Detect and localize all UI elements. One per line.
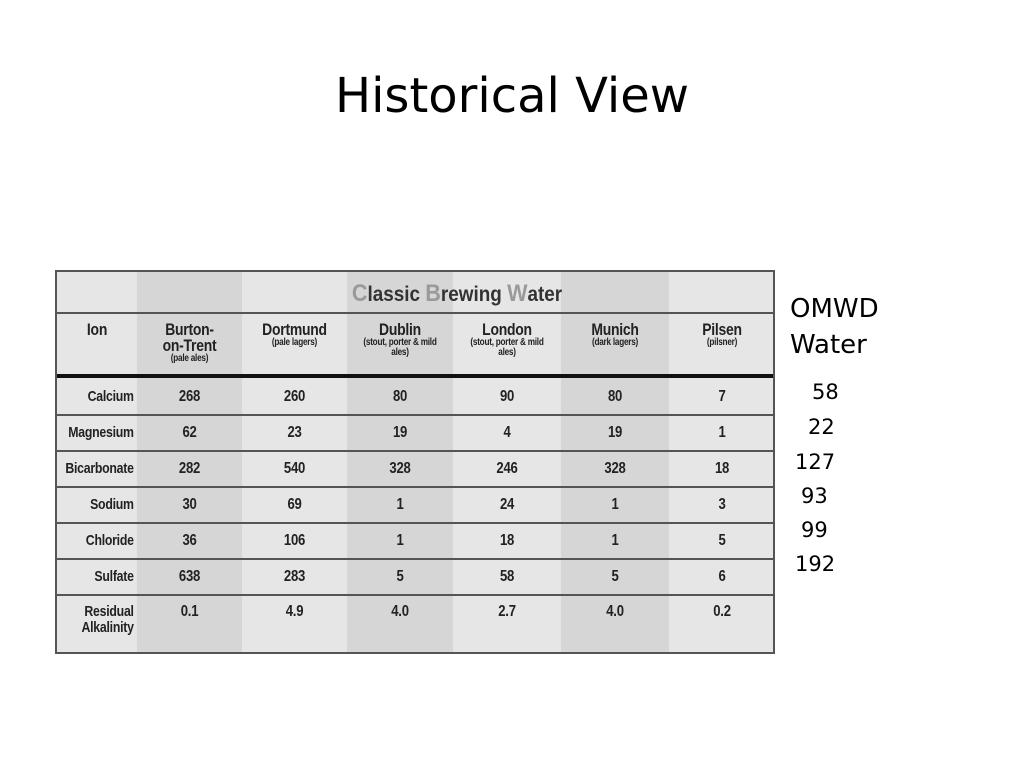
- omwd-value: 58: [812, 380, 839, 404]
- row-ion-label: Chloride: [85, 532, 134, 549]
- omwd-heading-line1: OMWD: [790, 294, 879, 324]
- header-location-name: Pilsen: [702, 320, 742, 339]
- table-cell: 90: [499, 387, 515, 405]
- table-row: [57, 416, 773, 452]
- row-ion-label: Sodium: [90, 496, 134, 513]
- banner-rest-1: lassic: [367, 283, 426, 306]
- table-cell: 0.1: [180, 603, 199, 620]
- table-cell: 4.9: [285, 603, 304, 620]
- header-location-sub: (stout, porter & mild ales): [363, 337, 437, 358]
- table-cell: 69: [287, 496, 302, 513]
- header-location-name: London: [482, 320, 532, 339]
- table-cell: 0.2: [713, 603, 731, 620]
- table-cell: 80: [607, 387, 623, 405]
- table-cell: 1: [396, 532, 404, 549]
- table-row: [57, 524, 773, 560]
- omwd-heading: [790, 291, 879, 363]
- table-cell: 260: [283, 387, 306, 405]
- table-cell: 5: [718, 532, 726, 549]
- table-cell: 638: [178, 568, 201, 585]
- banner-rest-3: ater: [527, 283, 563, 306]
- table-cell: 282: [178, 460, 201, 477]
- table-cell: 1: [611, 496, 619, 513]
- table-cell: 4.0: [606, 603, 624, 620]
- row-ion-label: Calcium: [87, 387, 134, 405]
- row-ion-label: Residual Alkalinity: [81, 603, 134, 636]
- table-row: [57, 488, 773, 524]
- table-row: [57, 379, 773, 416]
- header-location-sub: (dark lagers): [591, 337, 639, 348]
- table-cell: 19: [607, 424, 623, 441]
- omwd-heading-line2: Water: [790, 330, 867, 360]
- header-location-sub: (pale ales): [170, 353, 209, 364]
- header-ion: Ion: [86, 320, 108, 339]
- header-location: [463, 314, 552, 374]
- table-row: [57, 560, 773, 596]
- table-cell: 283: [283, 568, 306, 585]
- omwd-value: 22: [808, 415, 835, 439]
- header-location-name: Munich: [591, 320, 639, 339]
- table-cell: 18: [499, 532, 515, 549]
- banner-rest-2: rewing: [440, 283, 508, 306]
- header-location-name: Dortmund: [262, 320, 327, 339]
- banner-cap-2: B: [425, 280, 441, 307]
- header-location-sub: (pale lagers): [271, 337, 318, 348]
- brewing-water-table: [55, 270, 775, 654]
- table-cell: 62: [182, 424, 197, 441]
- row-ion-label: Sulfate: [94, 568, 134, 585]
- table-cell: 328: [389, 460, 411, 477]
- table-cell: 328: [604, 460, 626, 477]
- table-row: [57, 452, 773, 488]
- table-cell: 24: [499, 496, 515, 513]
- table-cell: 18: [714, 460, 730, 477]
- table-cell: 7: [718, 387, 726, 405]
- table-cell: 1: [396, 496, 404, 513]
- header-location: [357, 314, 444, 374]
- table-cell: 58: [499, 568, 515, 585]
- table-cell: 4: [503, 424, 511, 441]
- header-location-sub: (pilsner): [706, 337, 738, 348]
- table-cell: 1: [611, 532, 619, 549]
- table-row: [57, 596, 773, 652]
- header-location: [571, 314, 660, 374]
- header-location: [679, 314, 766, 374]
- omwd-value: 127: [795, 450, 836, 474]
- slide-title: Historical View: [335, 68, 689, 124]
- banner-cap-3: W: [507, 280, 528, 307]
- omwd-value: 99: [801, 518, 828, 542]
- header-location-name: Dublin: [379, 320, 421, 339]
- table-cell: 4.0: [391, 603, 409, 620]
- banner-cap-1: C: [351, 280, 368, 307]
- header-location-sub: (stout, porter & mild ales): [470, 337, 544, 358]
- table-header-row: [57, 314, 773, 378]
- row-ion-label: Magnesium: [68, 424, 134, 441]
- omwd-value: 192: [795, 552, 836, 576]
- table-cell: 19: [392, 424, 408, 441]
- table-cell: 3: [718, 496, 726, 513]
- table-cell: 30: [182, 496, 197, 513]
- table-cell: 2.7: [498, 603, 516, 620]
- table-cell: 106: [283, 532, 306, 549]
- header-location: [146, 314, 232, 374]
- table-cell: 540: [283, 460, 306, 477]
- table-cell: 23: [287, 424, 302, 441]
- row-ion-label: Bicarbonate: [65, 460, 134, 477]
- table-cell: 6: [718, 568, 726, 585]
- table-cell: 80: [392, 387, 408, 405]
- header-location: [251, 314, 337, 374]
- table-cell: 5: [396, 568, 404, 585]
- table-cell: 268: [178, 387, 201, 405]
- omwd-value: 93: [801, 484, 828, 508]
- table-cell: 36: [182, 532, 197, 549]
- header-location-name: Burton-on-Trent: [162, 320, 217, 355]
- table-cell: 1: [718, 424, 726, 441]
- table-cell: 246: [496, 460, 518, 477]
- table-cell: 5: [611, 568, 619, 585]
